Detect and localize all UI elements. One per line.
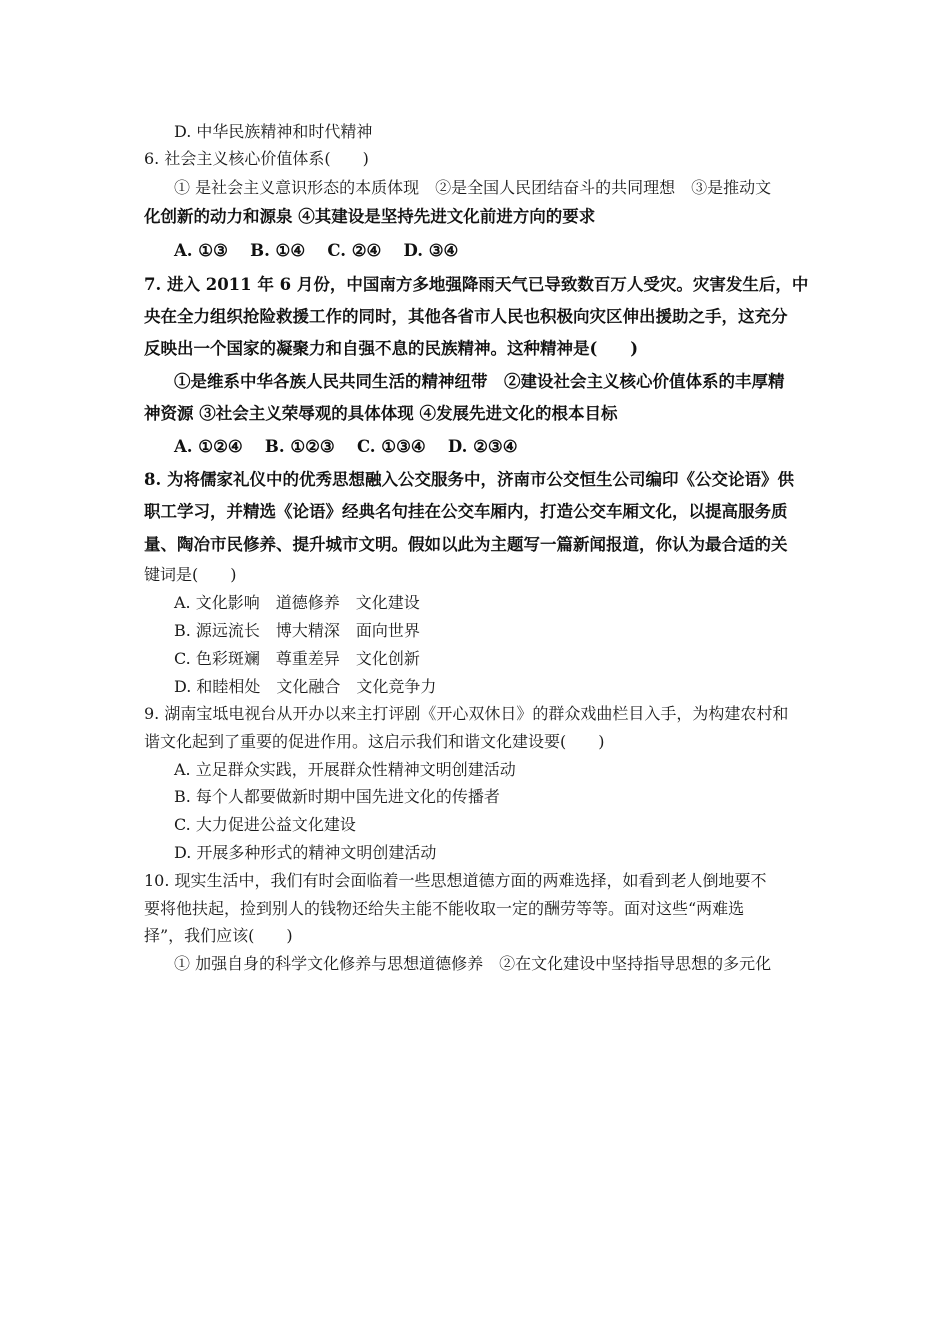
q8-stem-line2: 职工学习，并精选《论语》经典名句挂在公交车厢内，打造公交车厢文化，以提高服务质: [144, 502, 788, 521]
q7-options: A. ①②④ B. ①②③ C. ①③④ D. ②③④: [174, 437, 518, 456]
q7-stem-line1: 7. 进入 2011 年 6 月份，中国南方多地强降雨天气已导致数百万人受灾。灾害发生后，中: [144, 275, 809, 294]
q7-stem-line3: 反映出一个国家的凝聚力和自强不息的民族精神。这种精神是( ): [144, 339, 639, 358]
q9-option-b: B. 每个人都要做新时期中国先进文化的传播者: [174, 787, 500, 806]
q8-option-a: A. 文化影响 道德修养 文化建设: [174, 593, 420, 612]
q9-option-a: A. 立足群众实践，开展群众性精神文明创建活动: [174, 760, 516, 779]
q6-stem: 6. 社会主义核心价值体系( ): [144, 149, 369, 168]
q7-statements-line1: ①是维系中华各族人民共同生活的精神纽带 ②建设社会主义核心价值体系的丰厚精: [174, 372, 785, 391]
q10-statements-line1: ① 加强自身的科学文化修养与思想道德修养 ②在文化建设中坚持指导思想的多元化: [174, 954, 772, 973]
q10-stem-line1: 10. 现实生活中，我们有时会面临着一些思想道德方面的两难选择，如看到老人倒地要不: [144, 871, 767, 890]
q7-stem-line2: 央在全力组织抢险救援工作的同时，其他各省市人民也积极向灾区伸出援助之手，这充分: [144, 307, 788, 326]
q10-stem-line3: 择”，我们应该( ): [144, 926, 293, 945]
q9-stem-line2: 谐文化起到了重要的促进作用。这启示我们和谐文化建设要( ): [144, 732, 605, 751]
q8-stem-line1: 8. 为将儒家礼仪中的优秀思想融入公交服务中，济南市公交恒生公司编印《公交论语》供: [144, 470, 794, 489]
q6-options: A. ①③ B. ①④ C. ②④ D. ③④: [174, 241, 459, 260]
q5-option-d: D. 中华民族精神和时代精神: [174, 122, 373, 141]
q8-option-c: C. 色彩斑斓 尊重差异 文化创新: [174, 649, 420, 668]
q9-option-d: D. 开展多种形式的精神文明创建活动: [174, 843, 437, 862]
q6-statements-line1: ① 是社会主义意识形态的本质体现 ②是全国人民团结奋斗的共同理想 ③是推动文: [174, 178, 772, 197]
q8-stem-line3: 量、陶冶市民修养、提升城市文明。假如以此为主题写一篇新闻报道，你认为最合适的关: [144, 535, 788, 554]
q8-stem-line4: 键词是( ): [144, 565, 237, 584]
q7-statements-line2: 神资源 ③社会主义荣辱观的具体体现 ④发展先进文化的根本目标: [144, 404, 618, 423]
q8-option-d: D. 和睦相处 文化融合 文化竞争力: [174, 677, 437, 696]
q6-statements-line2: 化创新的动力和源泉 ④其建设是坚持先进文化前进方向的要求: [144, 207, 596, 226]
q9-stem-line1: 9. 湖南宝坻电视台从开办以来主打评剧《开心双休日》的群众戏曲栏目入手，为构建农村和: [144, 704, 789, 723]
q9-option-c: C. 大力促进公益文化建设: [174, 815, 356, 834]
q10-stem-line2: 要将他扶起，捡到别人的钱物还给失主能不能收取一定的酬劳等等。面对这些“两难选: [144, 899, 745, 918]
q8-option-b: B. 源远流长 博大精深 面向世界: [174, 621, 420, 640]
